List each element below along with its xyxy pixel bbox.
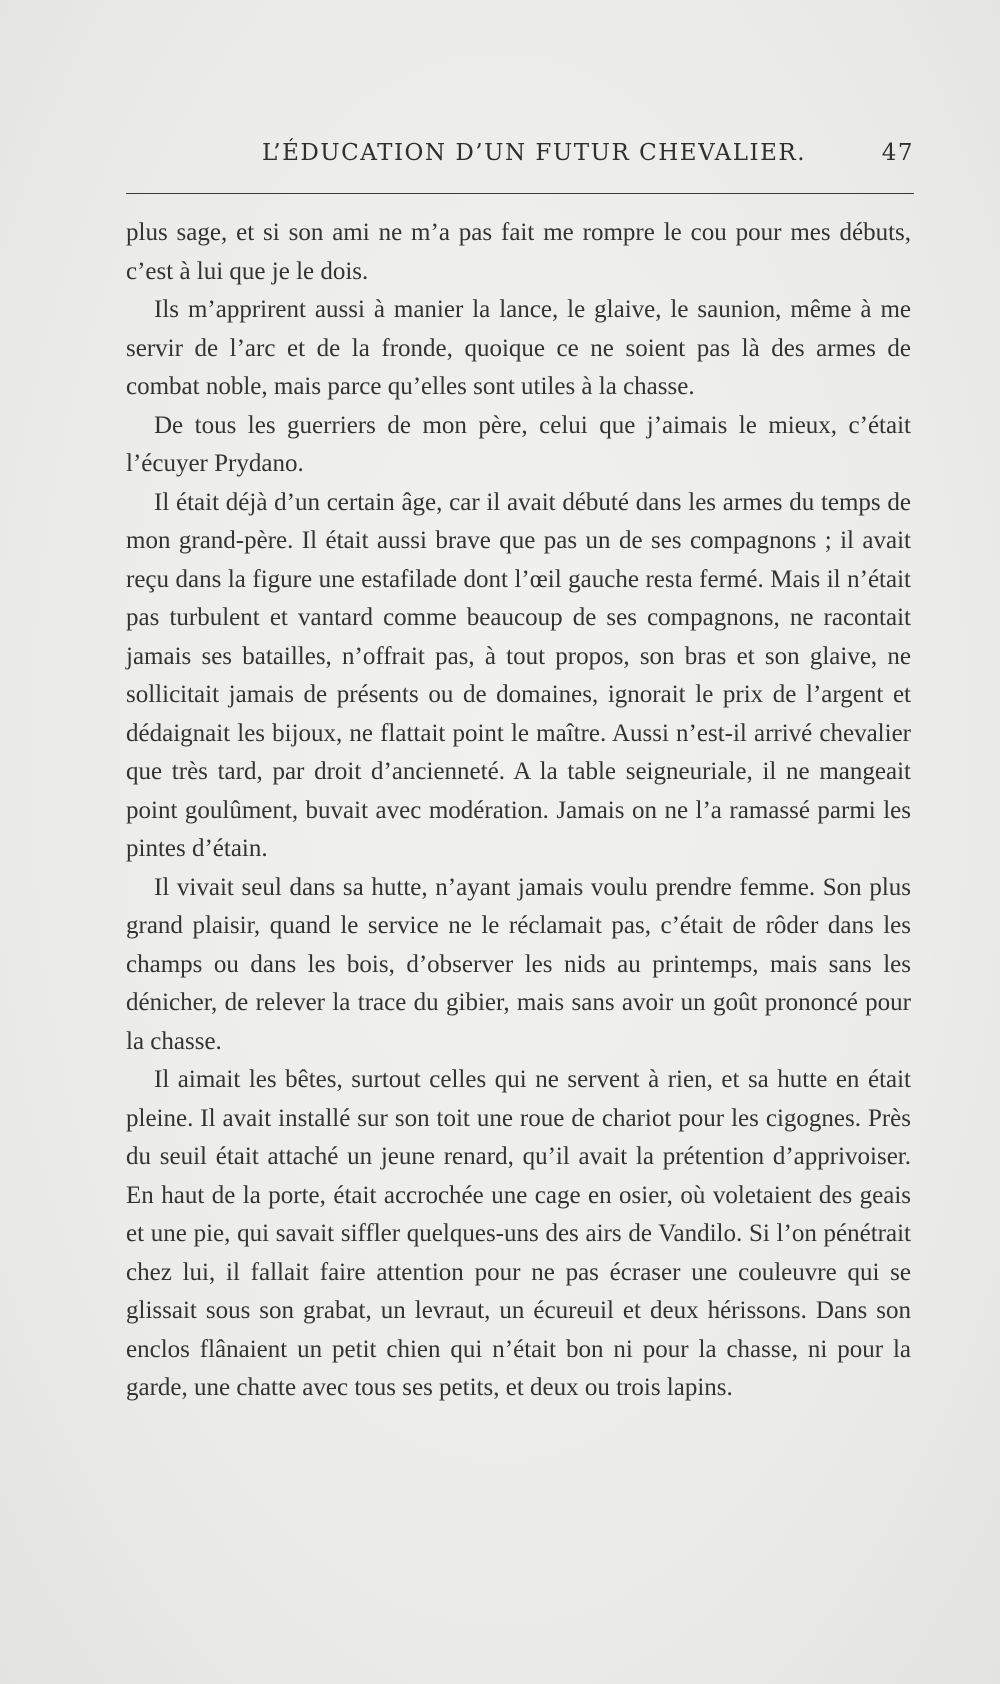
paragraph: Ils m’apprirent aussi à manier la lance, le glaive, le saunion, même à me servir de l’arc et de la fronde, quoique ce ne soient pas là des armes de combat noble, mais parce qu’elles sont utiles à la chasse.: [126, 296, 911, 400]
paragraph: Il vivait seul dans sa hutte, n’ayant jamais voulu prendre femme. Son plus grand plaisir, quand le service ne le réclamait pas, c’était de rôder dans les champs ou dans les bois, d’observer les nids au printemps, mais sans les dénicher, de relever la trace du gibier, mais sans avoir un goût prononcé pour la chasse.: [126, 873, 911, 1055]
body-text: [126, 214, 911, 1408]
page-number: 47: [881, 140, 914, 166]
paragraph: Il aimait les bêtes, surtout celles qui ne servent à rien, et sa hutte en était pleine. Il avait installé sur son toit une roue de chariot pour les cigognes. Près du seuil était attaché un jeune renard, qu’il avait la prétention d’apprivoiser. En haut de la porte, était accrochée une cage en osier, où voletaient des geais et une pie, qui savait siffler quelques-uns des airs de Vandilo. Si l’on pénétrait chez lui, il fallait faire attention pour ne pas écraser une couleuvre qui se glissait sous son grabat, un levraut, un écureuil et deux hérissons. Dans son enclos flânaient un petit chien qui n’était bon ni pour la chasse, ni pour la garde, une chatte avec tous ses petits, et deux ou trois lapins.: [126, 1066, 911, 1401]
paragraph: Il était déjà d’un certain âge, car il avait débuté dans les armes du temps de mon grand-père. Il était aussi brave que pas un de ses compagnons ; il avait reçu dans la figure une estafilade dont l’œil gauche resta fermé. Mais il n’était pas turbulent et vantard comme beaucoup de ses compagnons, ne racontait jamais ses batailles, n’offrait pas, à tout propos, son bras et son glaive, ne sollicitait jamais de présents ou de domaines, ignorait le prix de l’argent et dédaignait les bijoux, ne flattait point le maître. Aussi n’est-il arrivé chevalier que très tard, par droit d’ancienneté. A la table seigneuriale, il ne mangeait point goulûment, buvait avec modération. Jamais on ne l’a ramassé parmi les pintes d’étain.: [126, 488, 911, 862]
paragraph-continued: plus sage, et si son ami ne m’a pas fait me rompre le cou pour mes débuts, c’est à lui que je le dois.: [126, 219, 911, 285]
running-title: L’ÉDUCATION D’UN FUTUR CHEVALIER.: [262, 140, 806, 166]
running-head: [126, 136, 914, 176]
paragraph: De tous les guerriers de mon père, celui que j’aimais le mieux, c’était l’écuyer Prydano.: [126, 411, 911, 477]
header-rule: [126, 193, 914, 194]
